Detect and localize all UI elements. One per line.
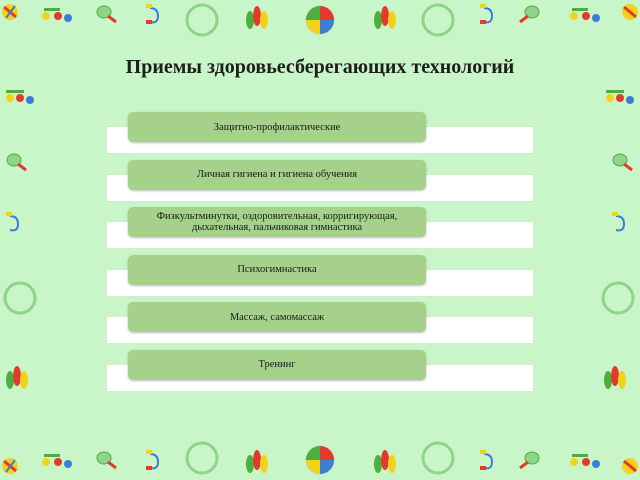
list-item <box>106 207 534 255</box>
maraca-icon <box>613 154 632 170</box>
list-item <box>106 112 534 160</box>
left-decoration-strip <box>0 42 40 438</box>
list-item <box>106 302 534 350</box>
left-decoration-svg <box>0 42 40 438</box>
jump-rope-icon <box>146 4 158 24</box>
bowling-pins-icon <box>246 6 268 29</box>
list-item <box>106 160 534 208</box>
hoop-icon <box>423 5 453 35</box>
top-decoration-svg <box>0 0 640 42</box>
maraca-icon <box>520 6 539 22</box>
jump-rope-icon <box>480 450 492 470</box>
rattle-icon <box>606 90 634 104</box>
item-label: Личная гигиена и гигиена обучения <box>128 160 426 190</box>
item-label: Тренинг <box>128 350 426 380</box>
rattle-icon <box>570 8 600 22</box>
rattle-icon <box>6 90 34 104</box>
maraca-icon <box>520 452 539 468</box>
list-item <box>106 350 534 398</box>
rattle-icon <box>42 454 72 468</box>
bottom-decoration-strip <box>0 438 640 480</box>
item-label: Массаж, самомассаж <box>128 302 426 332</box>
slide-title: Приемы здоровьесберегающих технологий <box>125 56 515 78</box>
hoop-icon <box>423 443 453 473</box>
beach-ball-icon <box>306 446 334 474</box>
item-label: Психогимнастика <box>128 255 426 285</box>
rattle-icon <box>42 8 72 22</box>
ball-icon <box>2 4 18 20</box>
jump-rope-icon <box>480 4 492 24</box>
bottom-decoration-svg <box>0 438 640 480</box>
maraca-icon <box>97 452 116 468</box>
bowling-pins-icon <box>374 450 396 473</box>
bowling-pins-icon <box>374 6 396 29</box>
rattle-icon <box>570 454 600 468</box>
jump-rope-icon <box>146 450 158 470</box>
hoop-icon <box>187 443 217 473</box>
ball-icon <box>622 458 638 474</box>
beach-ball-icon <box>306 6 334 34</box>
ball-icon <box>2 458 18 474</box>
top-decoration-strip <box>0 0 640 42</box>
item-label: Защитно-профилактические <box>128 112 426 142</box>
right-decoration-svg <box>600 42 640 438</box>
list-item <box>106 255 534 303</box>
bowling-pins-icon <box>6 366 28 389</box>
maraca-icon <box>97 6 116 22</box>
hoop-icon <box>187 5 217 35</box>
bowling-pins-icon <box>604 366 626 389</box>
maraca-icon <box>7 154 26 170</box>
right-decoration-strip <box>600 42 640 438</box>
jump-rope-icon <box>6 212 18 230</box>
techniques-list <box>106 112 534 397</box>
hoop-icon <box>603 283 633 313</box>
jump-rope-icon <box>612 212 624 230</box>
hoop-icon <box>5 283 35 313</box>
ball-icon <box>622 4 638 20</box>
item-label: Физкультминутки, оздоровительная, корригирующая, дыхательная, пальчиковая гимнастика <box>128 207 426 237</box>
bowling-pins-icon <box>246 450 268 473</box>
